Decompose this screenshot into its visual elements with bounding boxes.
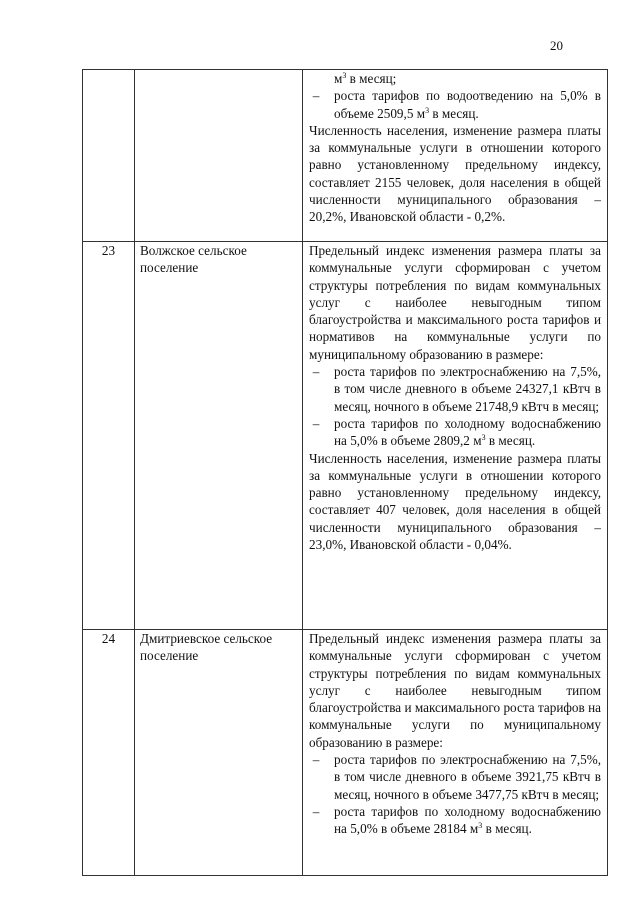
- dash-marker: –: [312, 803, 320, 819]
- municipality-name-cell: Дмитриевское сельское поселение: [135, 630, 303, 876]
- population-paragraph: Численность населения, изменение размера платы за коммунальные услуги в отношении которого равно установленному предельному индексу, составляет 407 человек, доля населения в общей численности муниципального образования – 23,0%, Ивановской области - 0,04%.: [309, 450, 601, 553]
- row-number-cell: [83, 70, 135, 242]
- superscript: 3: [478, 821, 483, 831]
- page-number: 20: [550, 38, 563, 53]
- index-paragraph: Предельный индекс изменения размера платы за коммунальные услуги сформирован с учетом структуры потребления по видам коммунальных услуг с наиболее невыгодным типом благоустройства и максимального роста тарифов и нормативов на коммунальные услуги по муниципальному образованию в размере:: [309, 243, 601, 362]
- continued-line: $м^3$ в месяц;: [334, 71, 397, 86]
- superscript: 3: [425, 105, 430, 115]
- bullet-item: – роста тарифов по холодному водоснабжению на 5,0% в объеме 28184 $м^3$ в месяц.: [309, 803, 601, 838]
- population-paragraph: Численность населения, изменение размера платы за коммунальные услуги в отношении которого равно установленному предельному индексу, составляет 2155 человек, доля населения в общей численности муниципального образования – 20,2%, Ивановской области - 0,2%.: [309, 122, 601, 225]
- dash-marker: –: [312, 415, 320, 431]
- dash-marker: –: [312, 364, 320, 380]
- description-cell: [303, 242, 608, 630]
- superscript: 3: [481, 433, 486, 443]
- municipal-tariff-table: [82, 69, 608, 876]
- bullet-item: – роста тарифов по водоотведению на 5,0% в объеме 2509,5 $м^3$ в месяц.: [309, 87, 601, 122]
- bullet-item: – роста тарифов по электроснабжению на 7,5%, в том числе дневного в объеме 3921,75 кВтч в месяц, ночного в объеме 3477,75 кВтч в месяц;: [309, 751, 601, 803]
- dash-marker: –: [312, 752, 320, 768]
- bullet-item: – роста тарифов по электроснабжению на 7,5%, в том числе дневного в объеме 24327,1 кВтч в месяц, ночного в объеме 21748,9 кВтч в месяц;: [309, 363, 601, 415]
- row-number-cell: 23: [83, 242, 135, 630]
- description-cell: [303, 70, 608, 242]
- table-row: [83, 70, 608, 242]
- row-number-cell: 24: [83, 630, 135, 876]
- table-row: [83, 630, 608, 876]
- description-cell: [303, 630, 608, 876]
- table-row: [83, 242, 608, 630]
- bullet-item: – роста тарифов по холодному водоснабжению на 5,0% в объеме 2809,2 $м^3$ в месяц.: [309, 415, 601, 450]
- dash-marker: –: [312, 88, 320, 104]
- index-paragraph: Предельный индекс изменения размера платы за коммунальные услуги сформирован с учетом структуры потребления по видам коммунальных услуг с наиболее невыгодным типом благоустройства и максимального роста тарифов на коммунальные услуги по муниципальному образованию в размере:: [309, 631, 601, 750]
- superscript: 3: [342, 71, 347, 80]
- municipality-name-cell: [135, 70, 303, 242]
- municipality-name-cell: Волжское сельское поселение: [135, 242, 303, 630]
